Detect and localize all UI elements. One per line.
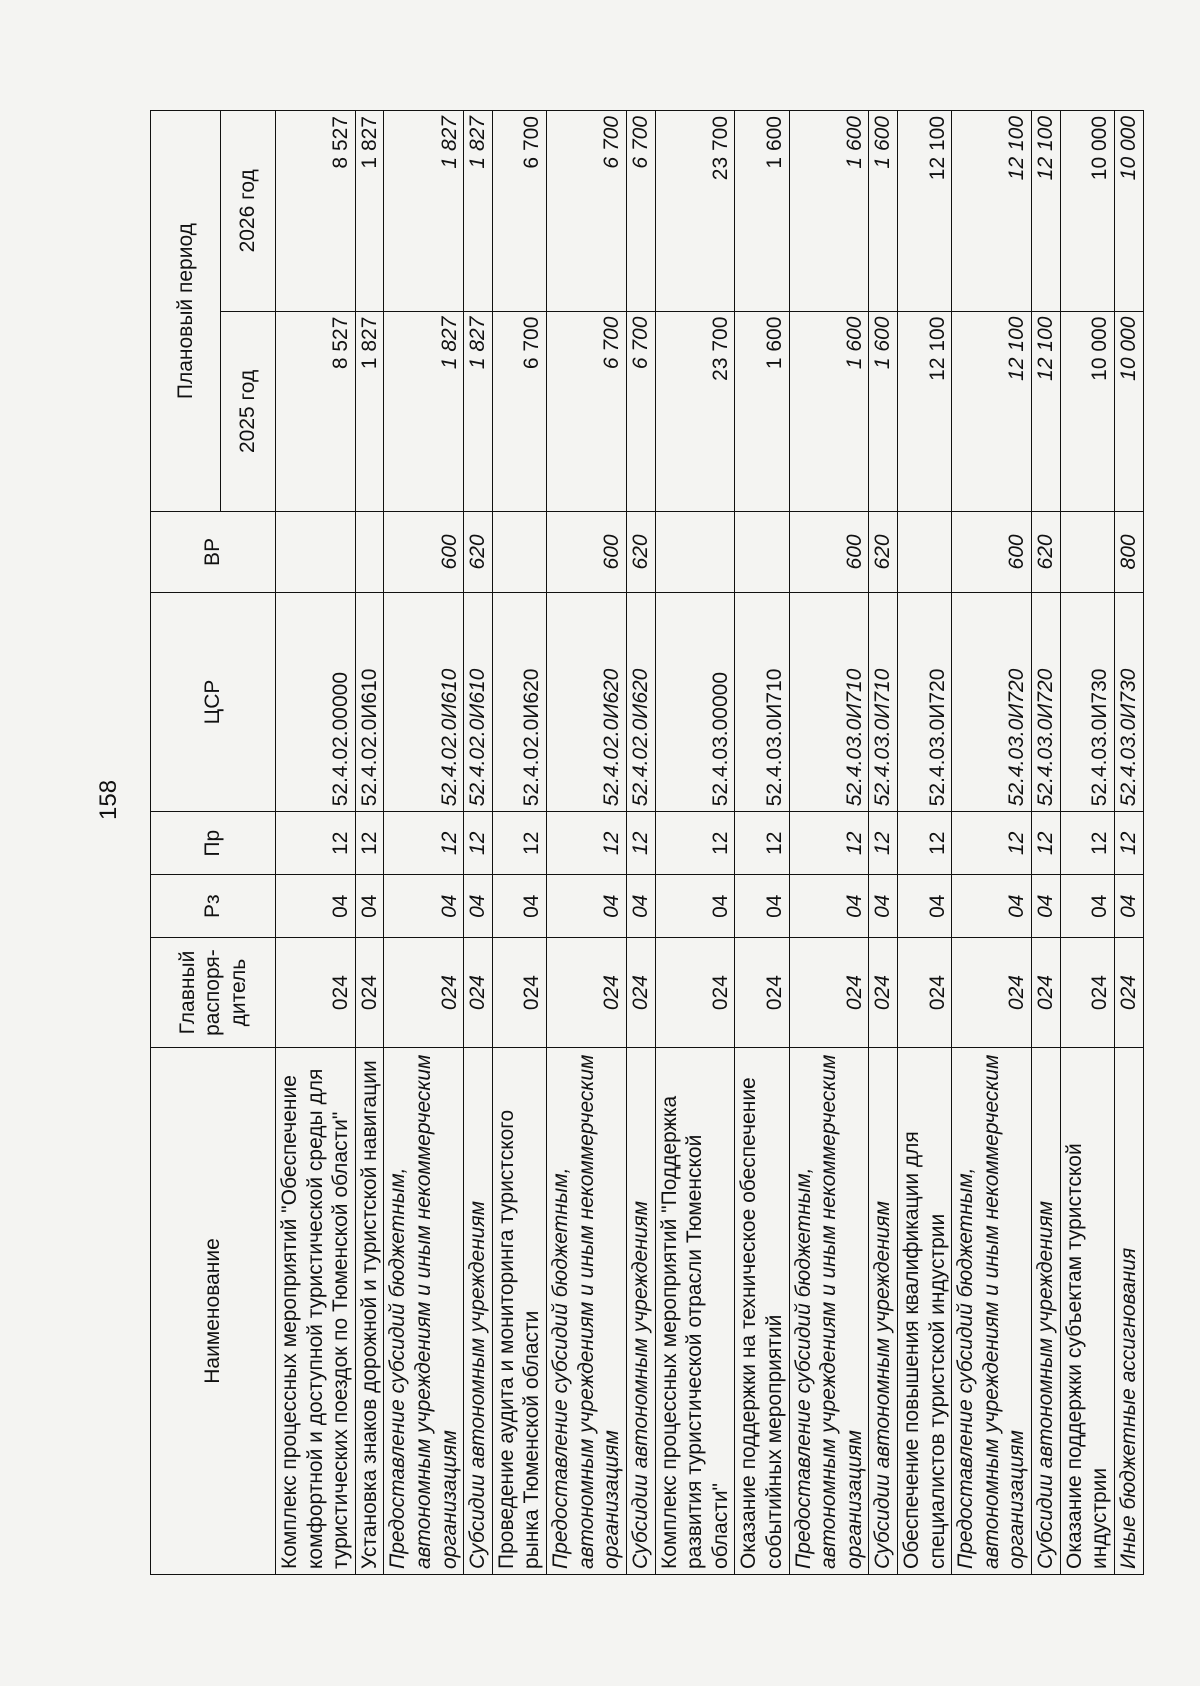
cell-rz: 04 <box>1114 875 1143 938</box>
header-csr: ЦСР <box>151 592 276 812</box>
cell-y2026: 1 827 <box>384 111 464 312</box>
cell-csr: 52.4.03.0И710 <box>789 592 869 812</box>
table-row <box>355 111 384 1575</box>
cell-name: Субсидии автономным учреждениям <box>626 1047 655 1574</box>
cell-y2026: 10 000 <box>1114 111 1143 312</box>
cell-rz: 04 <box>735 875 789 938</box>
cell-grs: 024 <box>789 938 869 1048</box>
cell-grs: 024 <box>276 938 356 1048</box>
table-row <box>492 111 546 1575</box>
cell-rz: 04 <box>626 875 655 938</box>
cell-y2026: 1 600 <box>869 111 898 312</box>
cell-pr: 12 <box>789 812 869 875</box>
cell-rz: 04 <box>464 875 493 938</box>
cell-name: Иные бюджетные ассигнования <box>1114 1047 1143 1574</box>
cell-grs: 024 <box>1032 938 1061 1048</box>
cell-grs: 024 <box>869 938 898 1048</box>
cell-rz: 04 <box>898 875 952 938</box>
cell-y2026: 8 527 <box>276 111 356 312</box>
cell-name: Предоставление субсидий бюджетным, автономным учреждениям и иным некоммерческим организациям <box>952 1047 1032 1574</box>
budget-table <box>150 110 1144 1575</box>
cell-csr: 52.4.03.0И720 <box>1032 592 1061 812</box>
cell-name: Субсидии автономным учреждениям <box>464 1047 493 1574</box>
cell-pr: 12 <box>1060 812 1114 875</box>
cell-y2025: 1 600 <box>869 311 898 512</box>
cell-y2026: 6 700 <box>492 111 546 312</box>
cell-name: Проведение аудита и мониторинга туристского рынка Тюменской области <box>492 1047 546 1574</box>
cell-name: Установка знаков дорожной и туристской навигации <box>355 1047 384 1574</box>
cell-csr: 52.4.03.0И720 <box>952 592 1032 812</box>
cell-vr: 620 <box>464 512 493 593</box>
cell-csr: 52.4.03.00000 <box>655 592 735 812</box>
cell-y2025: 1 827 <box>464 311 493 512</box>
cell-grs: 024 <box>626 938 655 1048</box>
cell-rz: 04 <box>869 875 898 938</box>
cell-grs: 024 <box>1060 938 1114 1048</box>
cell-csr: 52.4.03.0И710 <box>735 592 789 812</box>
cell-vr: 620 <box>626 512 655 593</box>
cell-name: Предоставление субсидий бюджетным, автономным учреждениям и иным некоммерческим организациям <box>384 1047 464 1574</box>
header-name: Наименование <box>151 1047 276 1574</box>
cell-grs: 024 <box>735 938 789 1048</box>
cell-vr: 800 <box>1114 512 1143 593</box>
cell-y2026: 6 700 <box>626 111 655 312</box>
cell-y2025: 1 827 <box>384 311 464 512</box>
cell-vr <box>898 512 952 593</box>
cell-pr: 12 <box>869 812 898 875</box>
cell-y2025: 6 700 <box>492 311 546 512</box>
cell-y2026: 23 700 <box>655 111 735 312</box>
cell-name: Оказание поддержки субъектам туристской индустрии <box>1060 1047 1114 1574</box>
cell-pr: 12 <box>547 812 627 875</box>
cell-pr: 12 <box>1032 812 1061 875</box>
header-plan-period: Плановый период <box>151 111 221 512</box>
cell-y2025: 1 600 <box>789 311 869 512</box>
table-row <box>276 111 356 1575</box>
cell-rz: 04 <box>355 875 384 938</box>
cell-y2026: 12 100 <box>952 111 1032 312</box>
cell-grs: 024 <box>464 938 493 1048</box>
cell-grs: 024 <box>384 938 464 1048</box>
header-2026: 2026 год <box>221 111 276 312</box>
cell-y2026: 6 700 <box>547 111 627 312</box>
cell-pr: 12 <box>735 812 789 875</box>
cell-csr: 52.4.03.0И710 <box>869 592 898 812</box>
cell-y2026: 1 600 <box>735 111 789 312</box>
cell-y2025: 10 000 <box>1114 311 1143 512</box>
cell-y2025: 12 100 <box>1032 311 1061 512</box>
cell-name: Оказание поддержки на техническое обеспечение событийных мероприятий <box>735 1047 789 1574</box>
header-pr: Пр <box>151 812 276 875</box>
table-row <box>1032 111 1061 1575</box>
table-row <box>655 111 735 1575</box>
table-row <box>1060 111 1114 1575</box>
cell-vr: 600 <box>547 512 627 593</box>
cell-name: Предоставление субсидий бюджетным, автономным учреждениям и иным некоммерческим организациям <box>789 1047 869 1574</box>
cell-csr: 52.4.02.0И610 <box>355 592 384 812</box>
cell-vr: 600 <box>789 512 869 593</box>
cell-grs: 024 <box>1114 938 1143 1048</box>
header-rz: Рз <box>151 875 276 938</box>
cell-csr: 52.4.03.0И730 <box>1060 592 1114 812</box>
table-row <box>626 111 655 1575</box>
cell-csr: 52.4.02.0И620 <box>547 592 627 812</box>
table-row <box>869 111 898 1575</box>
header-vr: ВР <box>151 512 276 593</box>
cell-y2025: 12 100 <box>898 311 952 512</box>
cell-y2026: 12 100 <box>898 111 952 312</box>
cell-rz: 04 <box>1060 875 1114 938</box>
cell-grs: 024 <box>355 938 384 1048</box>
cell-y2025: 10 000 <box>1060 311 1114 512</box>
cell-pr: 12 <box>655 812 735 875</box>
cell-y2026: 12 100 <box>1032 111 1061 312</box>
table-row <box>898 111 952 1575</box>
cell-rz: 04 <box>492 875 546 938</box>
table-row <box>384 111 464 1575</box>
cell-csr: 52.4.03.0И730 <box>1114 592 1143 812</box>
table-row <box>464 111 493 1575</box>
cell-pr: 12 <box>952 812 1032 875</box>
cell-vr <box>1060 512 1114 593</box>
cell-pr: 12 <box>464 812 493 875</box>
cell-y2026: 1 827 <box>464 111 493 312</box>
cell-y2025: 23 700 <box>655 311 735 512</box>
cell-pr: 12 <box>276 812 356 875</box>
cell-vr <box>276 512 356 593</box>
cell-grs: 024 <box>492 938 546 1048</box>
cell-y2025: 1 600 <box>735 311 789 512</box>
cell-pr: 12 <box>384 812 464 875</box>
table-row <box>547 111 627 1575</box>
cell-name: Субсидии автономным учреждениям <box>1032 1047 1061 1574</box>
cell-vr <box>492 512 546 593</box>
cell-pr: 12 <box>492 812 546 875</box>
cell-name: Обеспечение повышения квалификации для специалистов туристской индустрии <box>898 1047 952 1574</box>
cell-rz: 04 <box>384 875 464 938</box>
cell-name: Субсидии автономным учреждениям <box>869 1047 898 1574</box>
cell-csr: 52.4.02.0И610 <box>464 592 493 812</box>
cell-y2025: 12 100 <box>952 311 1032 512</box>
table-row <box>735 111 789 1575</box>
cell-vr: 620 <box>1032 512 1061 593</box>
cell-vr <box>655 512 735 593</box>
cell-y2025: 6 700 <box>626 311 655 512</box>
cell-y2025: 6 700 <box>547 311 627 512</box>
table-row <box>789 111 869 1575</box>
table-row <box>1114 111 1143 1575</box>
page-number: 158 <box>95 779 122 820</box>
cell-grs: 024 <box>898 938 952 1048</box>
cell-rz: 04 <box>952 875 1032 938</box>
cell-csr: 52.4.03.0И720 <box>898 592 952 812</box>
cell-y2026: 1 600 <box>789 111 869 312</box>
cell-csr: 52.4.02.0И620 <box>492 592 546 812</box>
cell-vr: 600 <box>384 512 464 593</box>
cell-vr: 620 <box>869 512 898 593</box>
cell-csr: 52.4.02.00000 <box>276 592 356 812</box>
header-2025: 2025 год <box>221 311 276 512</box>
cell-pr: 12 <box>626 812 655 875</box>
cell-name: Комплекс процессных мероприятий "Обеспечение комфортной и доступной туристической среды для туристических поездок по Тюменской области" <box>276 1047 356 1574</box>
header-grs: Главный распоря-дитель <box>151 938 276 1048</box>
cell-vr <box>355 512 384 593</box>
cell-csr: 52.4.02.0И620 <box>626 592 655 812</box>
cell-rz: 04 <box>789 875 869 938</box>
cell-name: Комплекс процессных мероприятий "Поддержка развития туристической отрасли Тюменской области" <box>655 1047 735 1574</box>
cell-grs: 024 <box>547 938 627 1048</box>
cell-name: Предоставление субсидий бюджетным, автономным учреждениям и иным некоммерческим организациям <box>547 1047 627 1574</box>
cell-rz: 04 <box>1032 875 1061 938</box>
cell-vr <box>735 512 789 593</box>
cell-y2026: 1 827 <box>355 111 384 312</box>
cell-grs: 024 <box>952 938 1032 1048</box>
cell-rz: 04 <box>655 875 735 938</box>
cell-csr: 52.4.02.0И610 <box>384 592 464 812</box>
cell-vr: 600 <box>952 512 1032 593</box>
cell-y2025: 1 827 <box>355 311 384 512</box>
cell-pr: 12 <box>355 812 384 875</box>
cell-grs: 024 <box>655 938 735 1048</box>
cell-pr: 12 <box>1114 812 1143 875</box>
cell-rz: 04 <box>547 875 627 938</box>
cell-rz: 04 <box>276 875 356 938</box>
table-row <box>952 111 1032 1575</box>
cell-pr: 12 <box>898 812 952 875</box>
budget-table-container <box>150 110 1140 1575</box>
cell-y2025: 8 527 <box>276 311 356 512</box>
cell-y2026: 10 000 <box>1060 111 1114 312</box>
